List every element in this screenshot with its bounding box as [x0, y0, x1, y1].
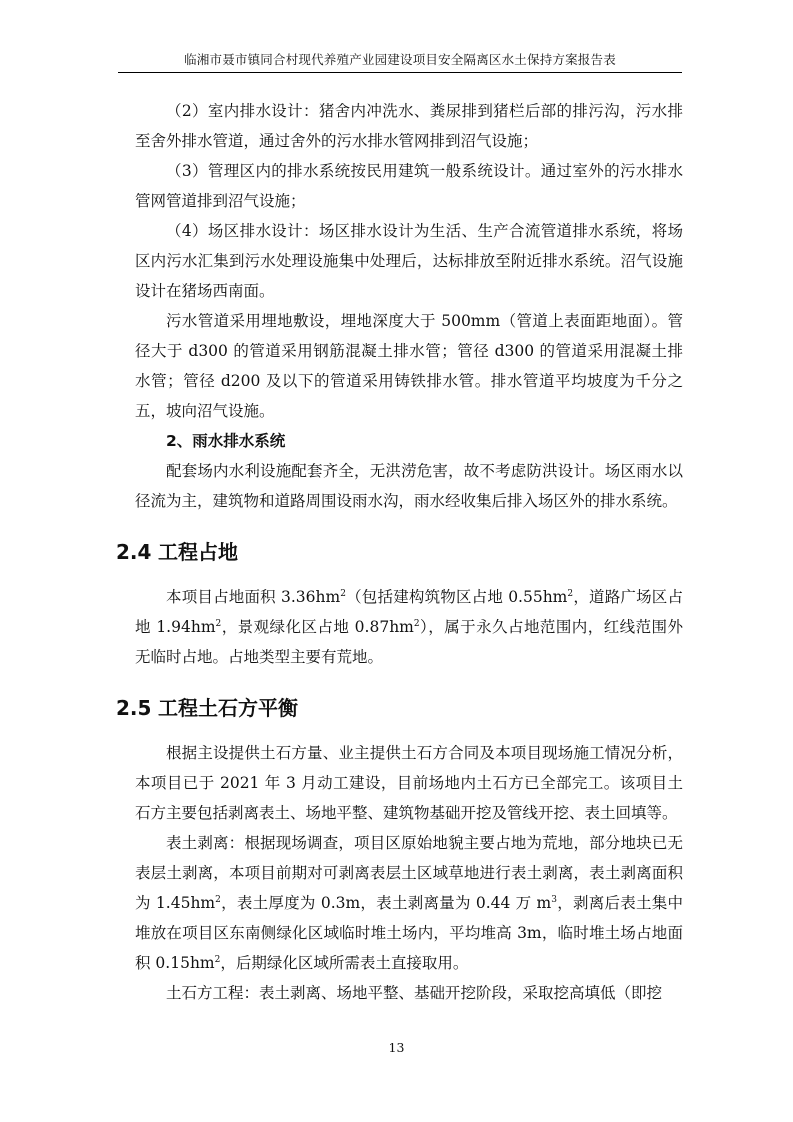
section-heading-2-5 — [116, 678, 683, 738]
paragraph-land-occupation: 本项目占地面积 $3.36hm^2$（包括建构筑物区占地 $0.55hm^2$，道路广场区占地 $1.94hm^2$，景观绿化区占地 $0.87hm^2$），属于永久占地范围内，红线范围外无临时占地。占地类型主要有荒地。 — [135, 588, 683, 666]
section-number-2-4: 2.4 — [116, 540, 152, 564]
section-title-2-5: 工程土石方平衡 — [158, 696, 298, 720]
document-header: 临湘市聂市镇同合村现代养殖产业园建设项目安全隔离区水土保持方案报告表 — [184, 52, 616, 67]
superscript: 2 — [413, 618, 420, 629]
paragraph-site-drainage: （4）场区排水设计：场区排水设计为生活、生产合流管道排水系统，将场区内污水汇集到污水处理设施集中处理后，达标排放至附近排水系统。沼气设施设计在猪场西南面。 — [135, 222, 683, 300]
section-number-2-5: 2.5 — [116, 696, 152, 720]
paragraph-management-drainage: （3）管理区内的排水系统按民用建筑一般系统设计。通过室外的污水排水管网管道排到沼气设施； — [135, 162, 683, 210]
superscript: 2 — [215, 894, 221, 905]
paragraph-earthwork-overview: 根据主设提供土石方量、业主提供土石方合同及本项目现场施工情况分析，本项目已于 2021 年 3 月动工建设，目前场地内土石方已全部完工。该项目土石方主要包括剥离表土、场地平整、建筑物基础开挖及管线开挖、表土回填等。 — [135, 744, 683, 822]
superscript: 3 — [551, 894, 557, 905]
paragraph-rainwater: 配套场内水利设施配套齐全，无洪涝危害，故不考虑防洪设计。场区雨水以径流为主，建筑物和道路周围设雨水沟，雨水经收集后排入场区外的排水系统。 — [135, 462, 683, 510]
superscript: 2 — [214, 954, 221, 965]
section-title-2-4: 工程占地 — [158, 540, 238, 564]
paragraph-sewage-pipe: 污水管道采用埋地敷设，埋地深度大于 500mm（管道上表面距地面）。管径大于 d300 的管道采用钢筋混凝土排水管；管径 d300 的管道采用混凝土排水管；管径 d200 及以下的管道采用铸铁排水管。排水管道平均坡度为千分之五，坡向沼气设施。 — [135, 312, 683, 420]
paragraph-earthwork-engineering: 土石方工程：表土剥离、场地平整、基础开挖阶段，采取挖高填低（即挖 — [166, 984, 663, 1002]
page-content — [116, 96, 683, 1008]
superscript: 2 — [215, 618, 222, 629]
superscript: 2 — [340, 588, 346, 599]
superscript: 2 — [567, 588, 574, 599]
section-heading-2-4 — [116, 522, 683, 582]
paragraph-indoor-drainage: （2）室内排水设计：猪舍内冲洗水、粪尿排到猪栏后部的排污沟，污水排至舍外排水管道，通过舍外的污水排水管网排到沼气设施； — [135, 102, 683, 150]
subheading-rainwater: 2、雨水排水系统 — [166, 432, 286, 450]
page-number: 13 — [388, 1040, 405, 1055]
paragraph-topsoil-stripping: 表土剥离：根据现场调查，项目区原始地貌主要占地为荒地，部分地块已无表层土剥离，本项目前期对可剥离表层土区域草地进行表土剥离，表土剥离面积为 $1.45hm^2$，表土厚度为 0.3m，表土剥离量为 0.44 万 $m^3$，剥离后表土集中堆放在项目区东南侧绿化区域临时堆土场内，平均堆高 3m，临时堆土场占地面积 $0.15hm^2$，后期绿化区域所需表土直接取用。 — [135, 834, 683, 972]
header-rule — [118, 72, 682, 73]
